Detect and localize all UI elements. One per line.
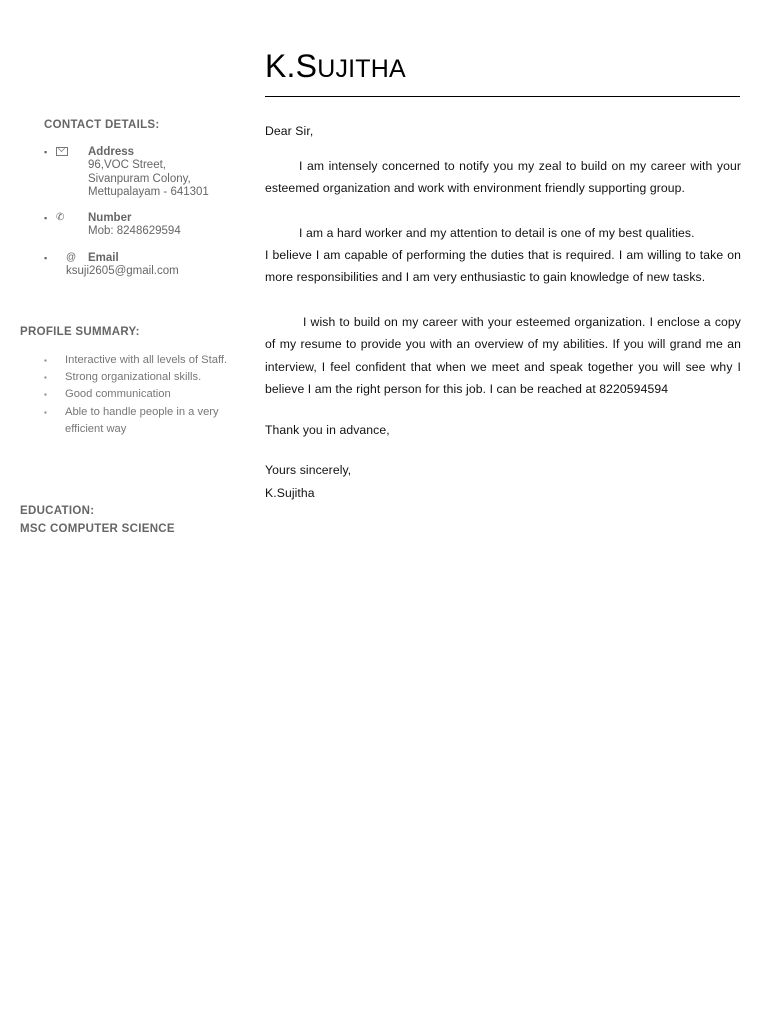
profile-item-text: Able to handle people in a very efficient way <box>65 405 219 435</box>
letter-thanks: Thank you in advance, <box>265 423 390 437</box>
header-divider <box>265 96 740 97</box>
contact-details-heading: CONTACT DETAILS: <box>44 119 160 131</box>
profile-summary-list <box>44 352 244 438</box>
letter-closing: Yours sincerely, <box>265 463 352 477</box>
letter-signature: K.Sujitha <box>265 486 315 500</box>
bullet-icon: ▪ <box>44 213 48 223</box>
list-item <box>44 386 244 403</box>
address-label: Address <box>88 146 135 158</box>
number-label: Number <box>88 212 132 224</box>
letter-paragraph-3: I wish to build on my career with your esteemed organization. I enclose a copy of my resume to provide you with an overview of my abilities. If you will grand me an interview, I feel confident that when we meet and speak together you will see why I believe I am the right person for this job. I can be reached at 8220594594 <box>265 315 741 396</box>
education-value: MSC COMPUTER SCIENCE <box>20 523 175 535</box>
letter-paragraph-2a: I am a hard worker and my attention to detail is one of my best qualities. <box>299 226 695 240</box>
list-item <box>44 352 244 369</box>
address-value: 96,VOC Street, Sivanpuram Colony, Mettupalayam - 641301 <box>88 159 209 198</box>
bullet-icon: ▪ <box>44 356 47 365</box>
profile-item-text: Good communication <box>65 388 171 401</box>
name-rest: UJITHA <box>317 55 406 83</box>
phone-icon: ✆ <box>56 212 65 223</box>
letter-paragraph-2b: I believe I am capable of performing the duties that is required. I am willing to take on more responsibilities and I am very enthusiastic to gain knowledge of new tasks. <box>265 248 741 285</box>
letter-salutation: Dear Sir, <box>265 124 314 138</box>
bullet-icon: ▪ <box>44 373 47 383</box>
name-initial: K. <box>265 48 296 84</box>
bullet-icon: ▪ <box>44 390 47 400</box>
profile-summary-heading: PROFILE SUMMARY: <box>20 326 140 338</box>
education-heading: EDUCATION: <box>20 505 95 517</box>
list-item <box>44 369 244 386</box>
letter-paragraph-1: I am intensely concerned to notify you my zeal to build on my career with your esteemed organization and work with environment friendly supporting group. <box>265 159 741 196</box>
bullet-icon: ▪ <box>44 253 48 263</box>
name-first-letter: S <box>295 48 318 84</box>
bullet-icon: ▪ <box>44 147 48 157</box>
envelope-icon <box>56 146 68 158</box>
email-value: ksuji2605@gmail.com <box>66 265 179 277</box>
candidate-name <box>265 48 406 85</box>
number-value: Mob: 8248629594 <box>88 225 181 237</box>
bullet-icon: ▪ <box>44 407 47 417</box>
list-item <box>44 404 244 438</box>
profile-item-text: Interactive with all levels of Staff. <box>65 354 228 366</box>
at-sign-icon: @ <box>66 252 77 263</box>
profile-item-text: Strong organizational skills. <box>65 371 202 384</box>
email-label: Email <box>88 252 119 264</box>
